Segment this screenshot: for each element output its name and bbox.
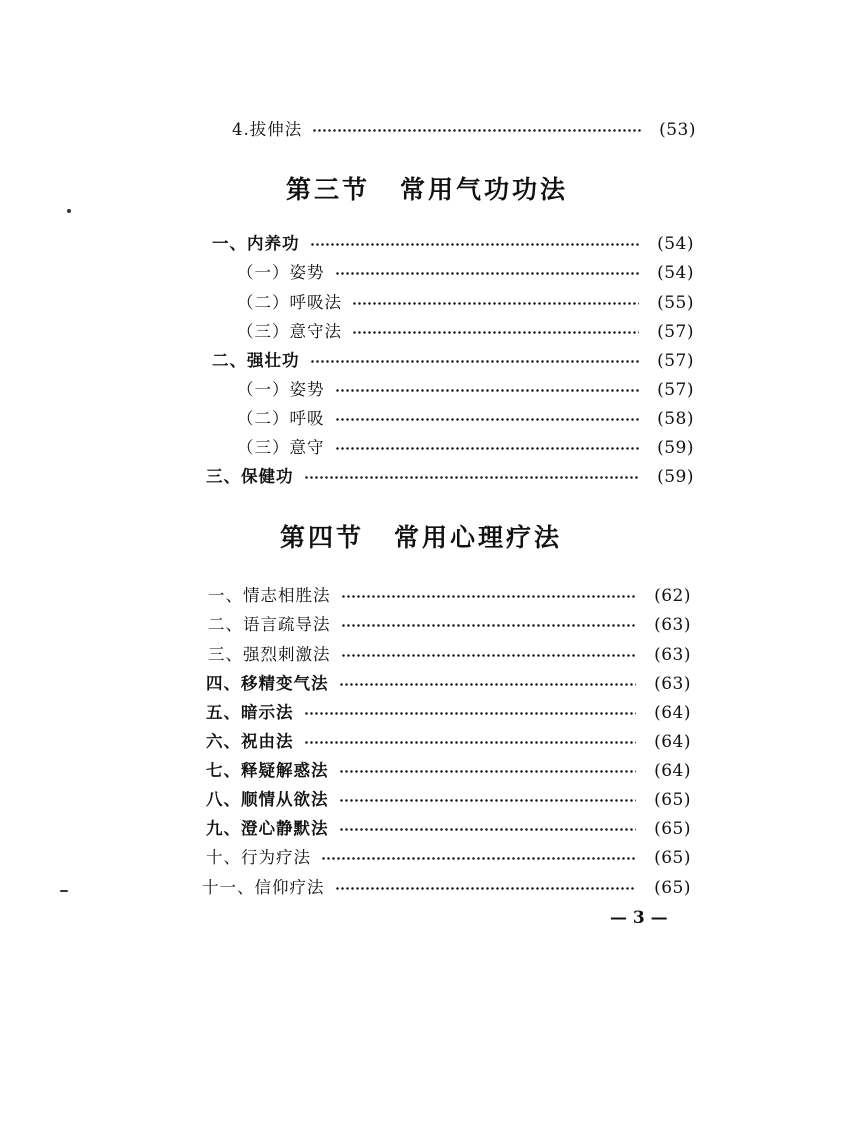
toc-entry-page: (65) bbox=[654, 878, 691, 898]
toc-entry-page: (59) bbox=[657, 438, 694, 458]
toc-entry[interactable] bbox=[237, 435, 694, 461]
toc-leader-dots bbox=[352, 331, 639, 334]
toc-entry-page: (63) bbox=[654, 615, 691, 635]
toc-entry-page: (55) bbox=[657, 293, 694, 313]
toc-entry-page: (63) bbox=[654, 645, 691, 665]
toc-entry-page: (57) bbox=[657, 322, 694, 342]
toc-entry-prev[interactable] bbox=[232, 117, 696, 143]
toc-leader-dots bbox=[339, 799, 637, 802]
toc-leader-dots bbox=[335, 389, 640, 392]
toc-leader-dots bbox=[304, 741, 637, 744]
page-number: — 3 — bbox=[610, 908, 668, 928]
toc-entry-label: 五、暗示法 bbox=[206, 703, 294, 722]
toc-entry-label: （二）呼吸 bbox=[237, 409, 325, 428]
toc-entry-label: 三、保健功 bbox=[206, 467, 294, 486]
toc-entry[interactable] bbox=[206, 700, 691, 726]
toc-entry[interactable] bbox=[208, 642, 691, 668]
toc-entry-page: (59) bbox=[657, 467, 694, 487]
toc-leader-dots bbox=[304, 712, 637, 715]
toc-entry-label: （三）意守 bbox=[237, 438, 325, 457]
toc-entry-page: (63) bbox=[654, 674, 691, 694]
toc-entry-page: (65) bbox=[654, 790, 691, 810]
toc-entry-page: (57) bbox=[657, 351, 694, 371]
toc-entry[interactable] bbox=[208, 612, 691, 638]
toc-entry-page: (65) bbox=[654, 819, 691, 839]
toc-entry-page: (62) bbox=[654, 586, 691, 606]
toc-entry[interactable] bbox=[206, 845, 691, 871]
scan-speck bbox=[60, 890, 68, 892]
toc-entry-label: 九、澄心静默法 bbox=[206, 819, 329, 838]
toc-entry-label: 4.拔伸法 bbox=[232, 120, 303, 139]
toc-leader-dots bbox=[352, 302, 639, 305]
section-title bbox=[286, 170, 568, 206]
toc-entry-label: 二、强壮功 bbox=[212, 351, 300, 370]
toc-entry-label: 一、情志相胜法 bbox=[208, 586, 331, 605]
toc-leader-dots bbox=[339, 683, 637, 686]
toc-entry[interactable] bbox=[237, 406, 694, 432]
toc-leader-dots bbox=[339, 828, 637, 831]
toc-leader-dots bbox=[335, 887, 637, 890]
toc-entry[interactable] bbox=[212, 348, 694, 374]
toc-leader-dots bbox=[312, 129, 641, 132]
toc-entry[interactable] bbox=[206, 758, 691, 784]
toc-entry-page: (54) bbox=[657, 234, 694, 254]
toc-entry-label: 六、祝由法 bbox=[206, 732, 294, 751]
toc-entry-label: 四、移精变气法 bbox=[206, 674, 329, 693]
toc-entry[interactable] bbox=[206, 464, 694, 490]
toc-leader-dots bbox=[341, 624, 637, 627]
toc-entry-page: (58) bbox=[657, 409, 694, 429]
toc-entry-label: （三）意守法 bbox=[237, 322, 342, 341]
toc-leader-dots bbox=[321, 857, 636, 860]
section-name: 常用气功功法 bbox=[400, 175, 569, 204]
toc-entry-label: 十、行为疗法 bbox=[206, 848, 311, 867]
toc-entry-label: 一、内养功 bbox=[212, 234, 300, 253]
toc-entry-page: (57) bbox=[657, 380, 694, 400]
toc-entry[interactable] bbox=[206, 816, 691, 842]
toc-leader-dots bbox=[310, 360, 640, 363]
toc-leader-dots bbox=[304, 476, 640, 479]
toc-entry[interactable] bbox=[237, 377, 694, 403]
toc-entry[interactable] bbox=[237, 290, 694, 316]
toc-entry-label: 八、顺情从欲法 bbox=[206, 790, 329, 809]
toc-entry[interactable] bbox=[237, 260, 694, 286]
toc-entry-page: (64) bbox=[654, 703, 691, 723]
toc-entry-label: 三、强烈刺激法 bbox=[208, 645, 331, 664]
toc-entry-page: (65) bbox=[654, 848, 691, 868]
toc-entry-page: (64) bbox=[654, 732, 691, 752]
toc-leader-dots bbox=[335, 418, 640, 421]
scan-speck bbox=[67, 209, 71, 213]
toc-entry-label: （一）姿势 bbox=[237, 263, 325, 282]
toc-entry-label: 二、语言疏导法 bbox=[208, 615, 331, 634]
toc-leader-dots bbox=[310, 243, 640, 246]
toc-entry-label: 十一、信仰疗法 bbox=[202, 878, 325, 897]
toc-leader-dots bbox=[341, 595, 637, 598]
toc-leader-dots bbox=[335, 272, 640, 275]
section-name: 常用心理疗法 bbox=[394, 523, 563, 552]
toc-entry-label: （二）呼吸法 bbox=[237, 293, 342, 312]
toc-entry-label: （一）姿势 bbox=[237, 380, 325, 399]
section-title bbox=[280, 518, 562, 554]
toc-entry[interactable] bbox=[206, 787, 691, 813]
toc-entry[interactable] bbox=[202, 875, 691, 901]
toc-leader-dots bbox=[341, 654, 637, 657]
toc-entry[interactable] bbox=[206, 729, 691, 755]
toc-entry-page: (54) bbox=[657, 263, 694, 283]
toc-leader-dots bbox=[335, 447, 640, 450]
toc-entry-page: (53) bbox=[659, 120, 696, 140]
toc-leader-dots bbox=[339, 770, 637, 773]
toc-entry-page: (64) bbox=[654, 761, 691, 781]
toc-entry[interactable] bbox=[212, 231, 694, 257]
toc-entry[interactable] bbox=[206, 671, 691, 697]
toc-entry-label: 七、释疑解惑法 bbox=[206, 761, 329, 780]
toc-entry[interactable] bbox=[208, 583, 691, 609]
section-number: 第三节 bbox=[286, 175, 371, 204]
toc-entry[interactable] bbox=[237, 319, 694, 345]
section-number: 第四节 bbox=[280, 523, 365, 552]
